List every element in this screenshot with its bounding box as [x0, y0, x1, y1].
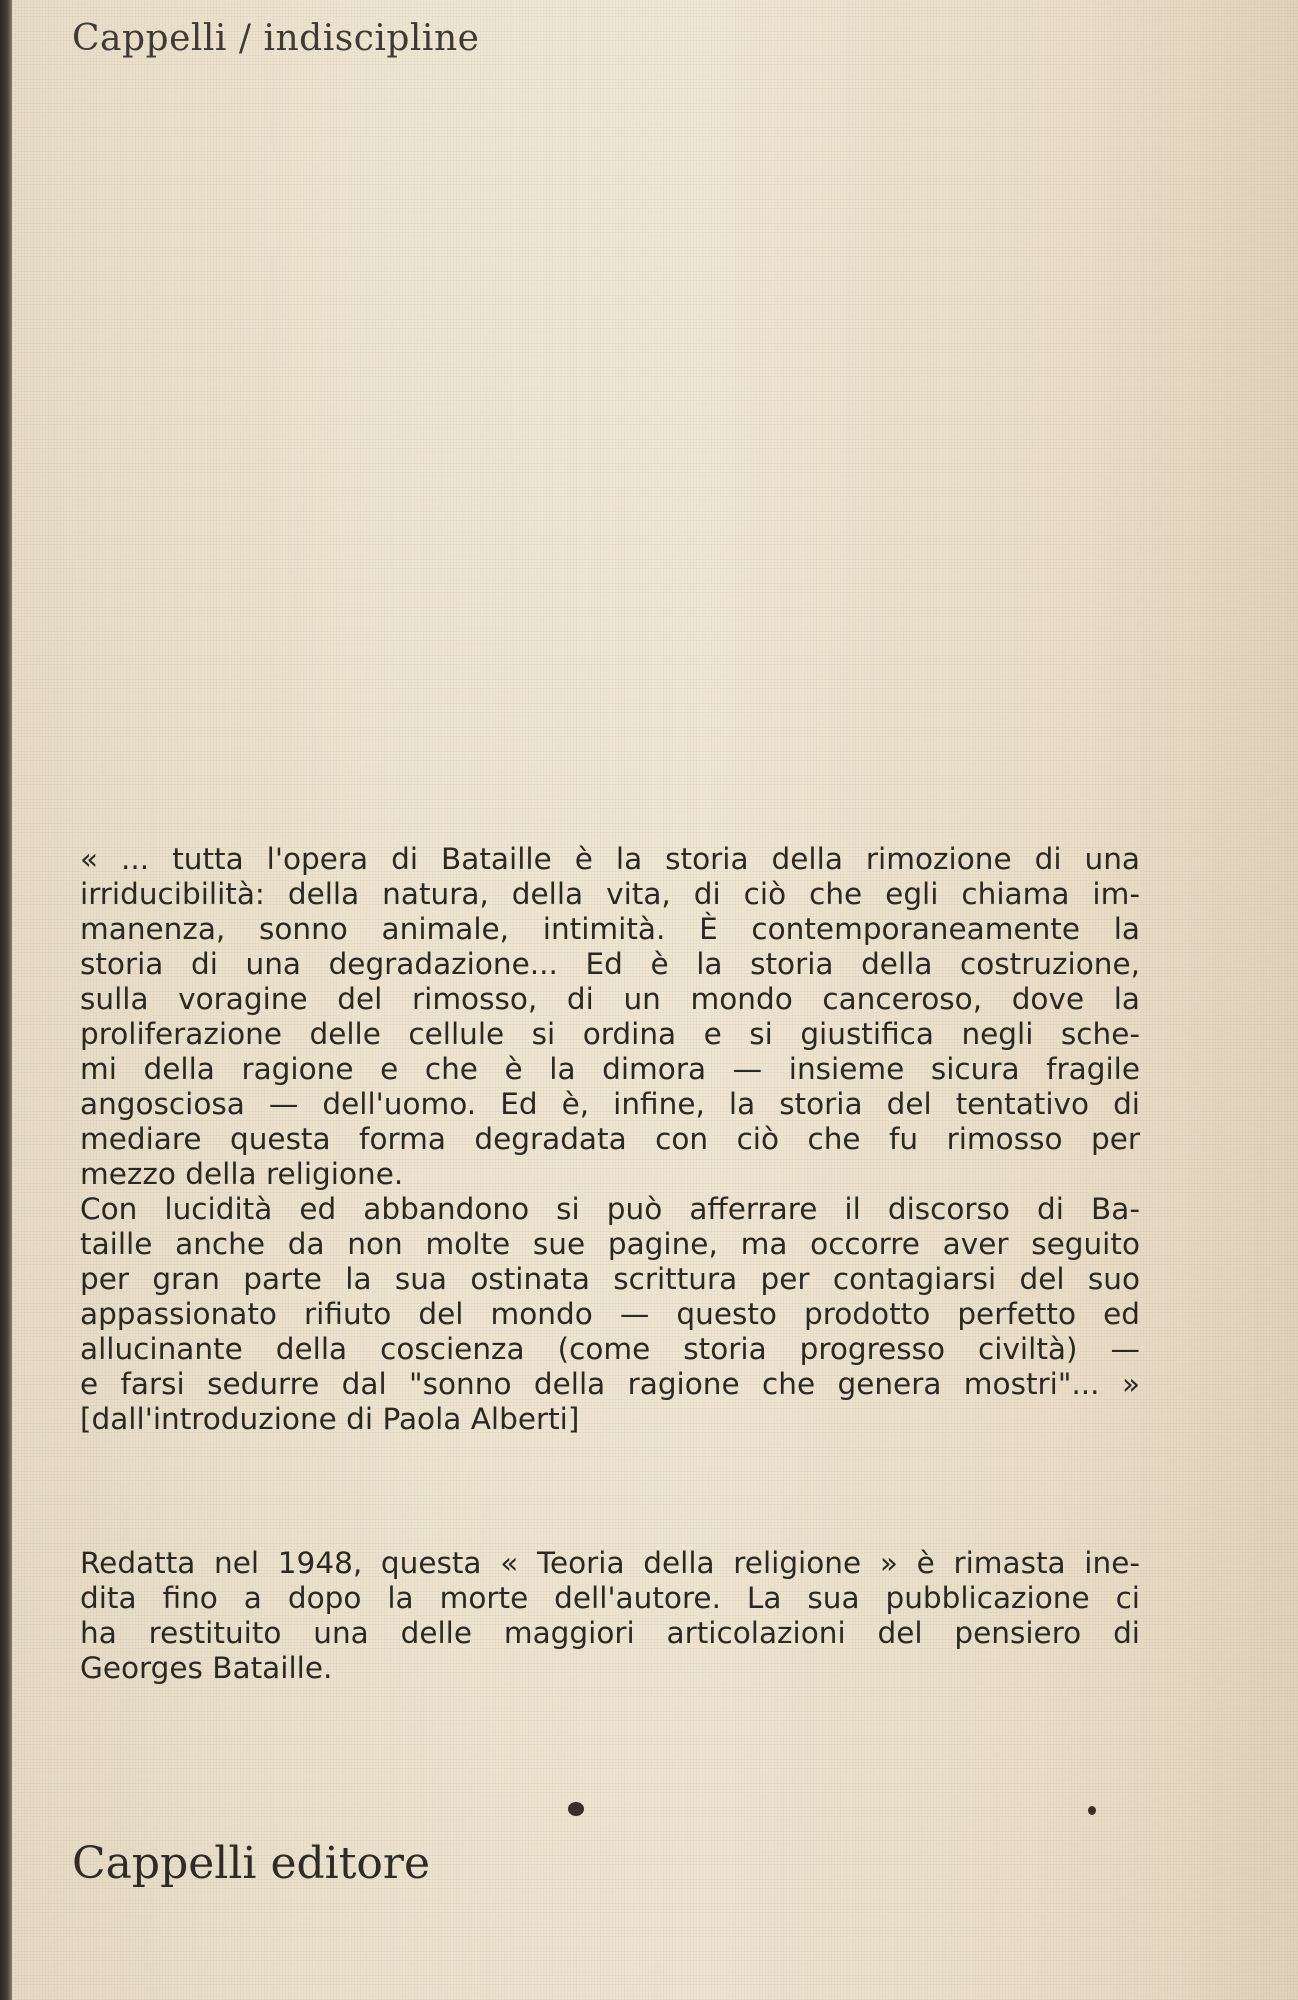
note-line: ha restituito una delle maggiori articolazioni del pensiero di: [80, 1616, 1140, 1650]
quote-line: mezzo della religione.: [80, 1157, 404, 1191]
publisher-name: Cappelli editore: [72, 1838, 430, 1889]
quote-line: allucinante della coscienza (come storia progresso civiltà) —: [80, 1332, 1140, 1366]
quote-line: mi della ragione e che è la dimora — insieme sicura fragile: [80, 1052, 1140, 1086]
quote-attribution: [dall'introduzione di Paola Alberti]: [80, 1402, 580, 1436]
note-line: Georges Bataille.: [80, 1651, 333, 1685]
note-line: dita fino a dopo la morte dell'autore. La sua pubblicazione ci: [80, 1581, 1140, 1615]
quote-line: per gran parte la sua ostinata scrittura per contagiarsi del suo: [80, 1262, 1140, 1296]
quote-line: sulla voragine del rimosso, di un mondo canceroso, dove la: [80, 982, 1140, 1016]
quote-line: angosciosa — dell'uomo. Ed è, infine, la storia del tentativo di: [80, 1087, 1140, 1121]
quote-line: taille anche da non molte sue pagine, ma occorre aver seguito: [80, 1227, 1140, 1261]
quote-line: e farsi sedurre dal "sonno della ragione che genera mostri"... »: [80, 1367, 1140, 1401]
quote-line: Con lucidità ed abbandono si può afferrare il discorso di Ba-: [80, 1192, 1140, 1226]
quote-line: appassionato rifiuto del mondo — questo prodotto perfetto ed: [80, 1297, 1140, 1331]
quote-line: proliferazione delle cellule si ordina e si giustifica negli sche-: [80, 1017, 1140, 1051]
note-line: Redatta nel 1948, questa « Teoria della religione » è rimasta ine-: [80, 1546, 1140, 1580]
quote-line: « ... tutta l'opera di Bataille è la storia della rimozione di una: [80, 842, 1140, 876]
quote-line: storia di una degradazione... Ed è la storia della costruzione,: [80, 947, 1140, 981]
ink-spot: [568, 1802, 584, 1816]
quote-line: manenza, sonno animale, intimità. È contemporaneamente la: [80, 912, 1140, 946]
series-title: Cappelli / indiscipline: [72, 18, 480, 59]
cover-spine-edge: [0, 0, 12, 2000]
ink-spot: [1088, 1806, 1096, 1815]
quote-line: mediare questa forma degradata con ciò che fu rimosso per: [80, 1122, 1140, 1156]
introduction-quote: [80, 842, 1140, 1437]
publication-note: [80, 1546, 1140, 1686]
quote-line: irriducibilità: della natura, della vita, di ciò che egli chiama im-: [80, 877, 1140, 911]
